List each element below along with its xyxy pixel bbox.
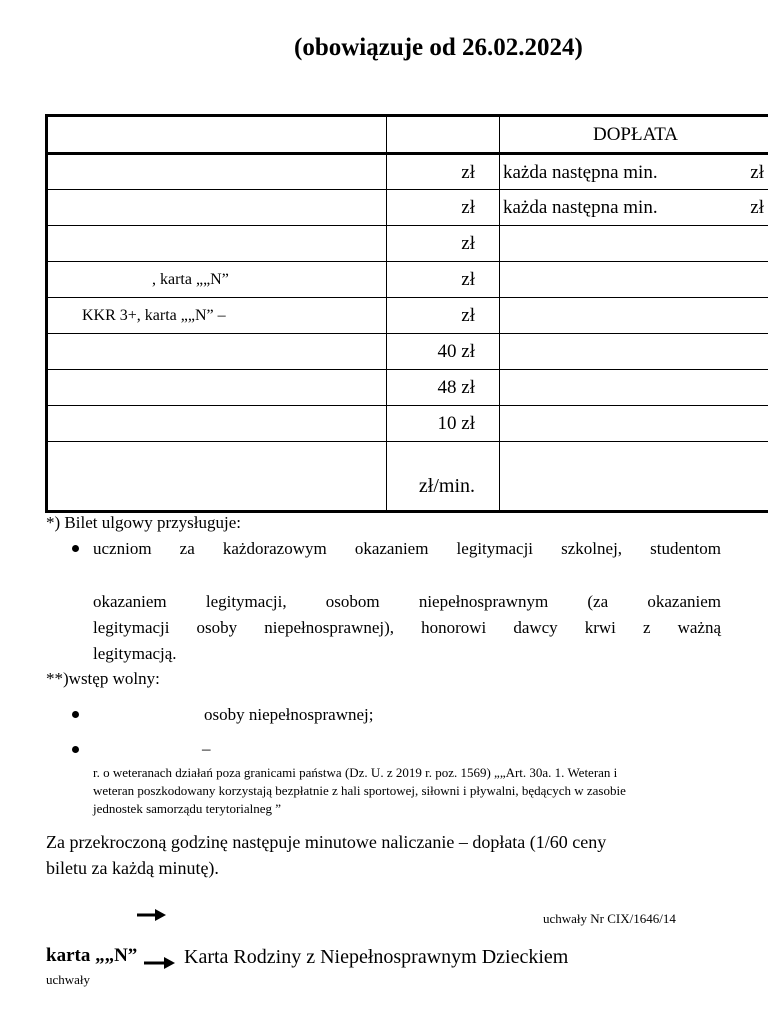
veteran-law-line: jednostek samorządu terytorialneg ”: [93, 801, 282, 816]
reduced-ticket-line: legitymacją.: [93, 644, 177, 663]
row-price: zł: [387, 154, 500, 190]
table-row: [47, 334, 768, 370]
row-surcharge: [500, 298, 768, 334]
row-price: 10 zł: [387, 406, 500, 442]
row-surcharge: [500, 154, 768, 190]
table-header-row: [47, 116, 768, 154]
row-price: zł: [387, 190, 500, 226]
table-row: [47, 370, 768, 406]
header-cell-price: [387, 116, 500, 154]
row-surcharge: [500, 262, 768, 298]
row-surcharge: [500, 190, 768, 226]
row-label: [47, 442, 387, 512]
table-row: [47, 154, 768, 190]
overtime-note: biletu za każdą minutę).: [46, 858, 219, 878]
reduced-ticket-heading: *) Bilet ulgowy przysługuje:: [46, 513, 242, 532]
table-row: [47, 406, 768, 442]
row-label: KKR 3+, karta „„N” –: [47, 298, 387, 334]
free-entry-item: –: [202, 739, 211, 758]
row-price: zł: [387, 262, 500, 298]
row-surcharge: [500, 370, 768, 406]
reduced-ticket-line: okazaniem legitymacji, osobom niepełnosprawnym (za okazaniem: [93, 592, 721, 611]
veteran-law-line: r. o weteranach działań poza granicami państwa (Dz. U. z 2019 r. poz. 1569) „„Art. 30a. 1. Weteran i: [93, 765, 618, 780]
row-label: [47, 154, 387, 190]
surcharge-unit: zł: [750, 161, 764, 183]
row-surcharge: [500, 406, 768, 442]
surcharge-unit: zł: [750, 197, 764, 218]
table-row: [47, 226, 768, 262]
card-n-description: Karta Rodziny z Niepełnosprawnym Dzieckiem: [184, 946, 569, 968]
table-row: [47, 262, 768, 298]
row-label: [47, 334, 387, 370]
table-row: [47, 442, 768, 512]
veteran-law-line: weteran poszkodowany korzystają bezpłatnie z hali sportowej, siłowni i pływalni, będących w zasobie: [93, 783, 626, 798]
row-label: [47, 406, 387, 442]
row-price: 40 zł: [387, 334, 500, 370]
free-entry-heading: **)wstęp wolny:: [46, 669, 160, 688]
card-n-label: karta „„N”: [46, 945, 138, 966]
row-price: zł: [387, 298, 500, 334]
bullet-icon: [72, 711, 79, 718]
bullet-icon: [72, 545, 79, 552]
header-cell-surcharge: [500, 116, 768, 154]
row-surcharge: [500, 442, 768, 512]
header-cell-service: [47, 116, 387, 154]
fee-table: [45, 114, 768, 513]
row-price: 48 zł: [387, 370, 500, 406]
arrow-right-icon: [144, 956, 176, 970]
table-row: [47, 298, 768, 334]
bullet-icon: [72, 746, 79, 753]
surcharge-text: każda następna min.: [503, 197, 658, 218]
resolution-reference: uchwały Nr CIX/1646/14: [543, 911, 676, 926]
row-label: [47, 226, 387, 262]
row-price: zł: [387, 226, 500, 262]
row-label: [47, 190, 387, 226]
row-surcharge: [500, 226, 768, 262]
surcharge-text: każda następna min.: [503, 161, 658, 183]
reduced-ticket-line: legitymacji osoby niepełnosprawnej), honorowi dawcy krwi z ważną: [93, 618, 721, 637]
row-label: [47, 370, 387, 406]
page-title: (obowiązuje od 26.02.2024): [294, 34, 583, 61]
free-entry-item: osoby niepełnosprawnej;: [204, 705, 374, 724]
row-price: zł/min.: [387, 442, 500, 512]
resolution-small-label: uchwały: [46, 972, 91, 987]
arrow-right-icon: [137, 908, 167, 922]
reduced-ticket-line: uczniom za każdorazowym okazaniem legitymacji szkolnej, studentom: [93, 539, 721, 558]
surcharge-header: DOPŁATA: [592, 124, 679, 145]
row-label: , karta „„N”: [47, 262, 387, 298]
table-row: [47, 190, 768, 226]
overtime-note: Za przekroczoną godzinę następuje minutowe naliczanie – dopłata (1/60 ceny: [46, 832, 607, 852]
row-surcharge: [500, 334, 768, 370]
